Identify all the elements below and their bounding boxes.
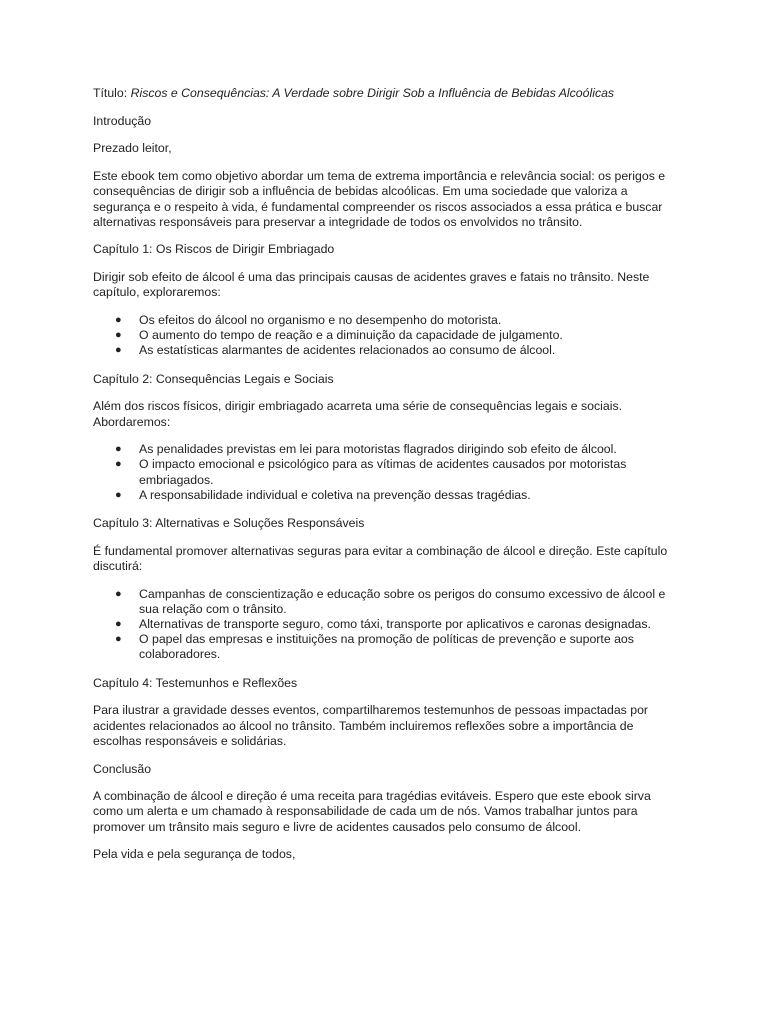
chapter1-list xyxy=(93,313,683,359)
list-item: ● Alternativas de transporte seguro, como táxi, transporte por aplicativos e caronas designadas. xyxy=(115,617,651,632)
list-item: ● As estatísticas alarmantes de acidentes relacionados ao consumo de álcool. xyxy=(115,343,556,358)
bullet-icon: ● xyxy=(115,344,122,357)
chapter1-heading: Capítulo 1: Os Riscos de Dirigir Embriagado xyxy=(93,242,335,257)
list-item: ● Os efeitos do álcool no organismo e no desempenho do motorista. xyxy=(115,313,502,328)
bullet-icon: ● xyxy=(115,633,122,646)
document-page xyxy=(93,86,683,875)
conclusion-paragraph: A combinação de álcool e direção é uma receita para tragédias evitáveis. Espero que este ebook sirva como um alerta e um chamado à responsabilidade de cada um de nós. Vamos trabalhar juntos para promover um trânsito mais seguro e livre de acidentes causados pelo consumo de álcool. xyxy=(93,789,651,834)
bullet-icon: ● xyxy=(115,587,122,600)
chapter3-paragraph: É fundamental promover alternativas seguras para evitar a combinação de álcool e direção. Este capítulo discutirá: xyxy=(93,543,668,573)
list-item: ● Campanhas de conscientização e educação sobre os perigos do consumo excessivo de álcool e sua relação com o trânsito. xyxy=(115,586,666,616)
closing-line: Pela vida e pela segurança de todos, xyxy=(93,847,296,862)
bullet-icon: ● xyxy=(115,458,122,471)
list-item: ● A responsabilidade individual e coletiva na prevenção dessas tragédias. xyxy=(115,487,531,502)
chapter2-heading: Capítulo 2: Consequências Legais e Sociais xyxy=(93,371,334,386)
intro-paragraph: Este ebook tem como objetivo abordar um tema de extrema importância e relevância social: os perigos e consequências de dirigir sob a influência de bebidas alcoólicas. Em uma sociedade que valoriza a segurança e o respeito à vida, é fundamental compreender os riscos associados a essa prática e buscar alternativas responsáveis para preservar a integridade de todos os envolvidos no trânsito. xyxy=(93,169,666,229)
chapter2-paragraph: Além dos riscos físicos, dirigir embriagado acarreta uma série de consequências legais e sociais. Abordaremos: xyxy=(93,399,623,429)
list-item: ● O papel das empresas e instituições na promoção de políticas de prevenção e suporte aos colaboradores. xyxy=(115,632,634,662)
document-title xyxy=(93,86,683,101)
bullet-icon: ● xyxy=(115,443,122,456)
chapter3-list xyxy=(93,587,683,663)
intro-heading: Introdução xyxy=(93,113,152,128)
list-item: ● O impacto emocional e psicológico para as vítimas de acidentes causados por motoristas embriagados. xyxy=(115,457,627,487)
title-label: Título: xyxy=(93,86,128,100)
chapter4-heading: Capítulo 4: Testemunhos e Reflexões xyxy=(93,675,298,690)
bullet-icon: ● xyxy=(115,314,122,327)
bullet-icon: ● xyxy=(115,488,122,501)
bullet-icon: ● xyxy=(115,618,122,631)
bullet-icon: ● xyxy=(115,329,122,342)
title-text: Riscos e Consequências: A Verdade sobre Dirigir Sob a Influência de Bebidas Alcoólicas xyxy=(130,86,615,100)
chapter3-heading: Capítulo 3: Alternativas e Soluções Responsáveis xyxy=(93,516,365,531)
list-item: ● O aumento do tempo de reação e a diminuição da capacidade de julgamento. xyxy=(115,328,563,343)
conclusion-heading: Conclusão xyxy=(93,761,152,776)
list-item: ● As penalidades previstas em lei para motoristas flagrados dirigindo sob efeito de álcool. xyxy=(115,442,617,457)
intro-greeting: Prezado leitor, xyxy=(93,141,172,156)
chapter1-paragraph: Dirigir sob efeito de álcool é uma das principais causas de acidentes graves e fatais no trânsito. Neste capítulo, exploraremos: xyxy=(93,270,650,300)
chapter2-list xyxy=(93,442,683,503)
chapter4-paragraph: Para ilustrar a gravidade desses eventos, compartilharemos testemunhos de pessoas impactadas por acidentes relacionados ao álcool no trânsito. Também incluiremos reflexões sobre a importância de escolhas responsáveis e solidárias. xyxy=(93,703,649,748)
